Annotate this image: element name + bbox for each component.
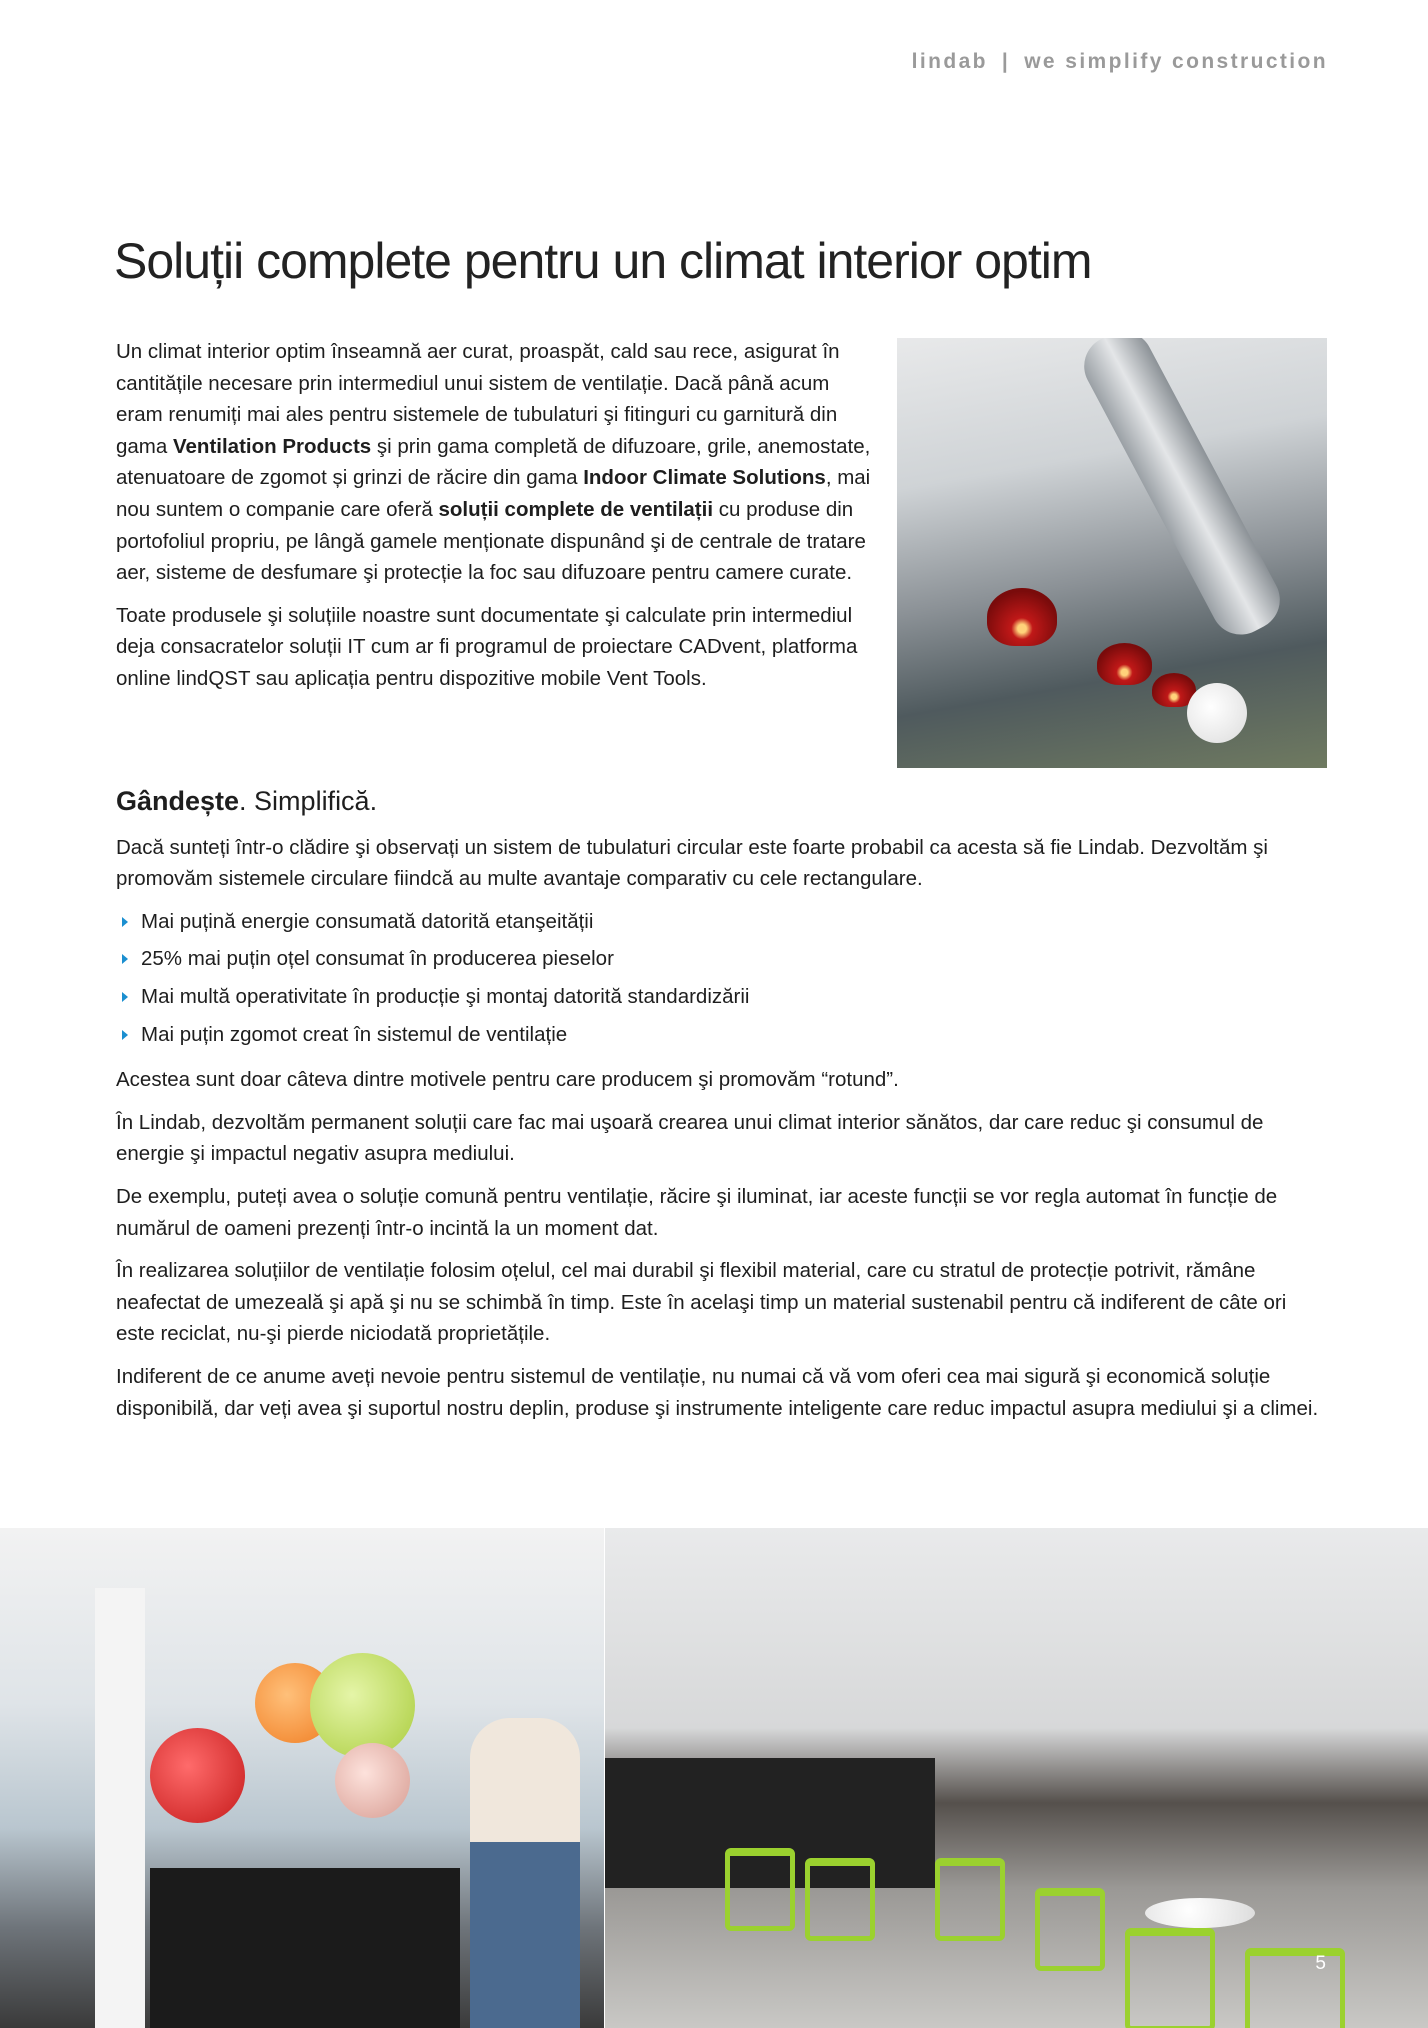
intro-column [116,336,876,706]
store-lanterns-photo [0,1528,604,2028]
heading-bold: Gândește [116,786,240,816]
list-item: Mai puțin zgomot creat în sistemul de ventilație [116,1019,1328,1051]
green-lantern [310,1653,415,1758]
section-paragraph: Indiferent de ce anume aveți nevoie pentru sistemul de ventilație, nu numai că vă vom oferi cea mai sigură şi economică soluție disponibilă, dar veți avea şi suportul nostru deplin, produse şi instrumente inteligente care reduc impactul asupra mediului şi a climei. [116,1364,1319,1420]
bold-text: Indoor Climate Solutions [583,466,826,490]
green-chair [1245,1948,1345,2028]
page-number: 5 [1315,1953,1326,1974]
text: , mai nou suntem o companie care oferă [116,466,871,521]
section-paragraph: În Lindab, dezvoltăm permanent soluții care fac mai uşoară crearea unui climat interior sănătos, dar care reduc şi consumul de energie şi impactul negativ asupra mediului. [116,1110,1264,1166]
intro-paragraph-2: Toate produsele şi soluțiile noastre sunt documentate şi calculate prin intermediul deja consacratelor soluții IT cum ar fi programul de proiectare CADvent, platforma online lindQST sau aplicația pentru dispozitive mobile Vent Tools. [116,603,858,690]
lantern-display-bin [150,1868,460,2028]
text: Un climat interior optim înseamnă aer curat, proaspăt, cald sau rece, asigurat în cantitățile necesare prin intermediul unui sistem de ventilație. Dacă până acum eram renumiți mai ales pentru sistemele de tubulaturi şi fitinguri cu garnitură din gama [116,340,840,458]
ceiling-ventilation-photo [897,338,1327,768]
brand-tagline: we simplify construction [1024,50,1328,73]
green-chair [805,1858,875,1941]
red-lamp [1097,643,1152,685]
brand-name: lindab [911,50,988,73]
section-paragraph: Acestea sunt doar câteva dintre motivele pentru care producem şi promovăm “rotund”. [116,1068,899,1092]
intro-paragraph-1 [116,336,876,589]
bold-text: Ventilation Products [172,434,372,458]
bold-text: soluții complete de ventilații [438,497,714,521]
cafeteria-photo [605,1528,1428,2028]
section-paragraph: Dacă sunteți într-o clădire şi observați un sistem de tubulaturi circular este foarte probabil ca acesta să fie Lindab. Dezvoltăm şi promovăm sistemele circulare fiindcă au multe avantaje comparativ cu cele rectangulare. [116,835,1268,891]
column-shape [95,1588,145,2028]
white-lamp [1187,683,1247,743]
page-header [912,50,1328,74]
list-item: Mai multă operativitate în producție şi montaj datorită standardizării [116,981,1328,1013]
page-title: Soluții complete pentru un climat interior optim [114,233,1092,289]
advantages-list [116,906,1328,1050]
think-simplify-section [116,786,1328,1435]
white-table [1145,1898,1255,1928]
heading-rest: . Simplifică. [239,786,378,816]
list-item: 25% mai puțin oțel consumat în producerea pieselor [116,943,1328,975]
section-heading [116,786,1328,818]
green-chair [725,1848,795,1931]
header-separator: | [1001,50,1011,73]
green-chair [1035,1888,1105,1971]
text: cu produse din portofoliul propriu, pe lângă gamele menționate dispunând şi de centrale de tratare aer, sisteme de desfumare şi protecție la foc sau difuzoare pentru camere curate. [116,497,866,585]
green-chair [1125,1928,1215,2028]
red-lamp [987,588,1057,646]
list-item: Mai puțină energie consumată datorită etanşeității [116,906,1328,938]
duct-shape [1074,338,1291,645]
red-lantern [150,1728,245,1823]
section-paragraph: De exemplu, puteți avea o soluție comună pentru ventilație, răcire şi iluminat, iar aceste funcții se vor regla automat în funcție de numărul de oameni prezenți într-o incintă la un moment dat. [116,1184,1278,1240]
pink-lantern [335,1743,410,1818]
shoppers-couple [470,1718,580,2028]
text: şi prin gama completă de difuzoare, grile, anemostate, atenuatoare de zgomot și grinzi de răcire din gama [116,434,871,490]
section-paragraph: În realizarea soluțiilor de ventilație folosim oțelul, cel mai durabil şi flexibil material, care cu stratul de protecție potrivit, rămâne neafectat de umezeală şi apă şi nu se schimbă în timp. Este în acelaşi timp un material sustenabil pentru că indiferent de câte ori este reciclat, nu-şi pierde niciodată proprietățile. [116,1259,1287,1346]
green-chair [935,1858,1005,1941]
